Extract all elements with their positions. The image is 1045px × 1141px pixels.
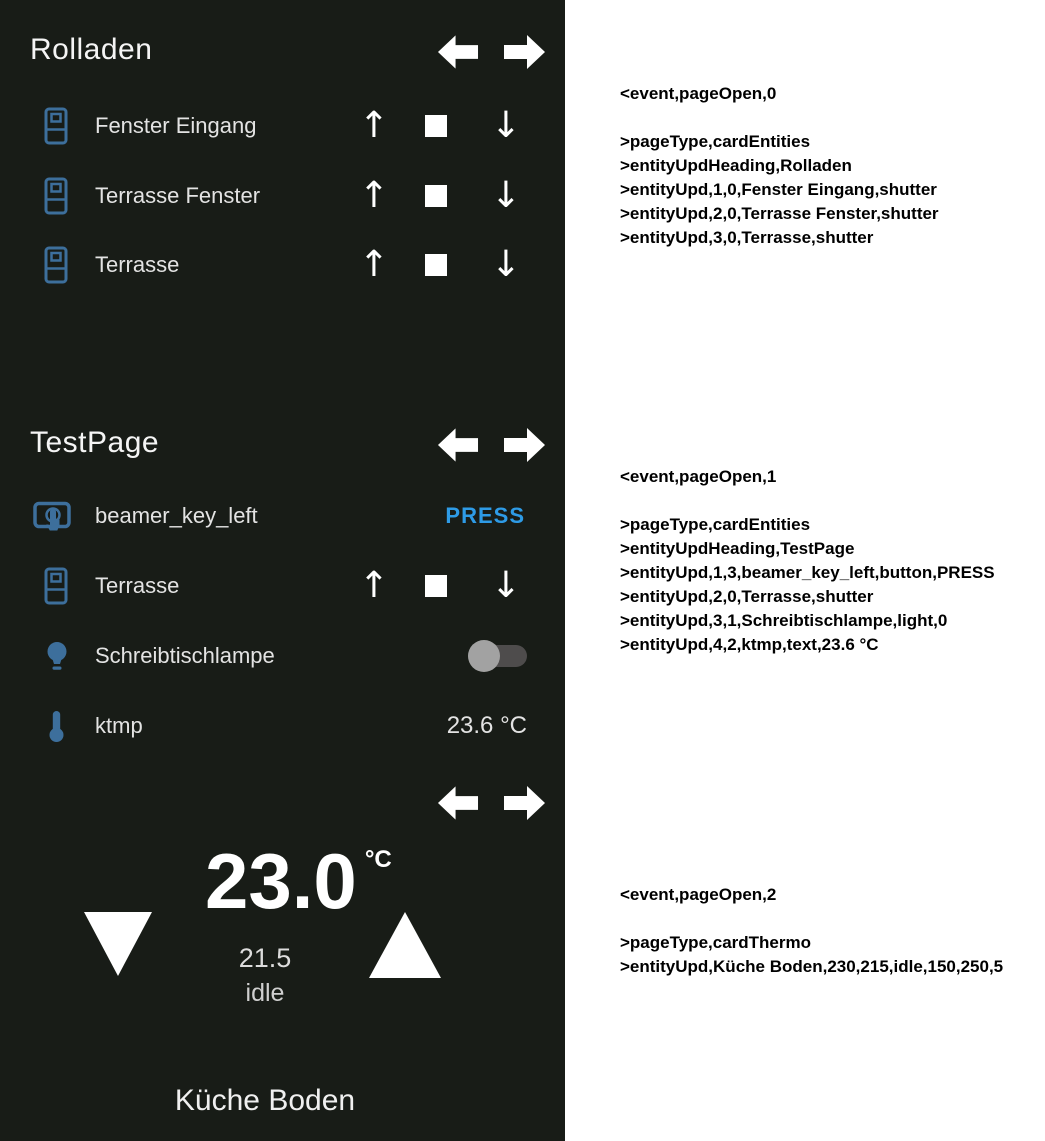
protocol-line: >entityUpdHeading,TestPage <box>620 539 855 558</box>
entity-label: Terrasse <box>95 573 180 598</box>
protocol-line: >entityUpd,3,0,Terrasse,shutter <box>620 228 874 247</box>
entity-label: ktmp <box>95 713 143 738</box>
entity-label: Terrasse <box>95 252 180 277</box>
protocol-line: >entityUpd,4,2,ktmp,text,23.6 °C <box>620 635 879 654</box>
page-title: TestPage <box>30 426 160 459</box>
shutter-down-button[interactable]: ↓ <box>490 244 522 285</box>
protocol-block-page1 <box>620 465 995 657</box>
thermostat-title: Küche Boden <box>174 1084 356 1117</box>
page-prev-icon[interactable] <box>437 785 479 821</box>
entity-label: Schreibtischlampe <box>95 643 275 668</box>
shutter-down-button[interactable]: ↓ <box>490 105 522 146</box>
protocol-line: >entityUpd,1,3,beamer_key_left,button,PRESS <box>620 563 995 582</box>
protocol-line <box>620 489 995 513</box>
protocol-line: >entityUpd,Küche Boden,230,215,idle,150,250,5 <box>620 957 1004 976</box>
protocol-line: >entityUpdHeading,Rolladen <box>620 156 852 175</box>
protocol-line <box>620 106 939 130</box>
protocol-line: >entityUpd,1,0,Fenster Eingang,shutter <box>620 180 937 199</box>
protocol-line: <event,pageOpen,0 <box>620 84 777 103</box>
shutter-down-button[interactable]: ↓ <box>490 565 522 606</box>
page-next-icon[interactable] <box>504 785 546 821</box>
entity-label: beamer_key_left <box>95 503 258 528</box>
shutter-up-button[interactable]: ↑ <box>358 175 390 216</box>
protocol-line: >entityUpd,2,0,Terrasse,shutter <box>620 587 874 606</box>
thermostat-state: idle <box>245 979 285 1007</box>
protocol-line: >pageType,cardEntities <box>620 132 811 151</box>
temperature-unit: °C <box>364 846 392 873</box>
protocol-line: >entityUpd,3,1,Schreibtischlampe,light,0 <box>620 611 948 630</box>
current-temperature-value: 23.0 <box>205 837 357 925</box>
shutter-up-button[interactable]: ↑ <box>358 565 390 606</box>
shutter-up-button[interactable]: ↑ <box>358 244 390 285</box>
target-temperature: 21.5 <box>238 943 292 973</box>
entity-label: Fenster Eingang <box>95 113 257 138</box>
protocol-line: <event,pageOpen,2 <box>620 885 777 904</box>
protocol-block-page2 <box>620 883 1003 979</box>
protocol-line: <event,pageOpen,1 <box>620 467 777 486</box>
protocol-line: >entityUpd,2,0,Terrasse Fenster,shutter <box>620 204 939 223</box>
entity-label: Terrasse Fenster <box>95 183 261 208</box>
protocol-line: >pageType,cardThermo <box>620 933 811 952</box>
shutter-down-button[interactable]: ↓ <box>490 175 522 216</box>
current-temperature <box>205 837 392 925</box>
protocol-block-page0 <box>620 82 939 250</box>
press-button[interactable]: PRESS <box>445 503 525 528</box>
sensor-value: 23.6 °C <box>446 712 527 739</box>
page-title: Rolladen <box>30 33 153 66</box>
shutter-up-button[interactable]: ↑ <box>358 105 390 146</box>
protocol-line: >pageType,cardEntities <box>620 515 811 534</box>
protocol-line <box>620 907 1003 931</box>
